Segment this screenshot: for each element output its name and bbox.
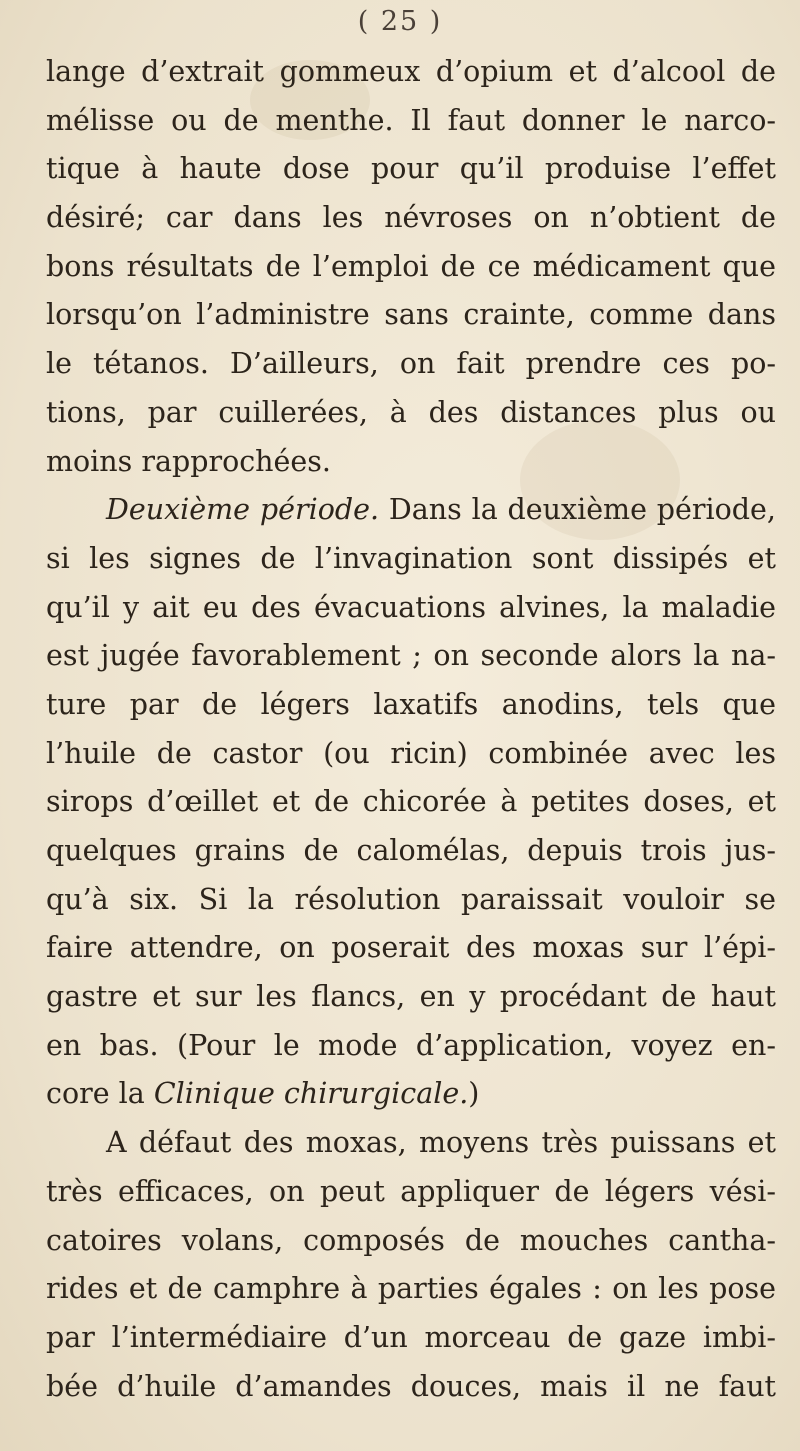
- text-line: gastre et sur les flancs, en y procédant de haut: [46, 980, 776, 1014]
- text-line: qu’il y ait eu des évacuations alvines, la maladie: [46, 590, 776, 624]
- text-line: faire attendre, on poserait des moxas sur l’épi-: [46, 931, 776, 965]
- text-line: bée d’huile d’amandes douces, mais il ne faut: [46, 1369, 776, 1403]
- text-line: [46, 1070, 776, 1119]
- text-line: A défaut des moxas, moyens très puissans et: [106, 1126, 776, 1160]
- text-line: en bas. (Pour le mode d’application, voyez en-: [46, 1028, 776, 1062]
- text-line: est jugée favorablement ; on seconde alors la na-: [46, 639, 776, 673]
- text-line: tique à haute dose pour qu’il produise l’effet: [46, 152, 776, 186]
- text-line: le tétanos. D’ailleurs, on fait prendre ces po-: [46, 347, 776, 381]
- text-line: rides et de camphre à parties égales : on les pose: [46, 1272, 776, 1306]
- text-line: très efficaces, on peut appliquer de légers vési-: [46, 1174, 776, 1208]
- text-line: [46, 486, 776, 535]
- text-line: lorsqu’on l’administre sans crainte, comme dans: [46, 298, 776, 332]
- text-line: l’huile de castor (ou ricin) combinée avec les: [46, 736, 776, 770]
- text-line: si les signes de l’invagination sont dissipés et: [46, 541, 776, 575]
- text-line: lange d’extrait gommeux d’opium et d’alcool de: [46, 55, 776, 88]
- page-number: ( 25 ): [357, 6, 443, 37]
- text-line: désiré; car dans les névroses on n’obtient de: [46, 201, 776, 235]
- text-line: moins rapprochées.: [46, 444, 331, 478]
- text-span: core la: [46, 1077, 154, 1111]
- text-line: tions, par cuillerées, à des distances plus ou: [46, 395, 776, 429]
- text-line: bons résultats de l’emploi de ce médicament que: [46, 249, 776, 283]
- text-line: quelques grains de calomélas, depuis trois jus-: [46, 834, 776, 867]
- text-line: par l’intermédiaire d’un morceau de gaze imbi-: [46, 1320, 776, 1354]
- body-text: [46, 48, 776, 1411]
- text-line: mélisse ou de menthe. Il faut donner le narco-: [46, 103, 776, 137]
- text-line: catoires volans, composés de mouches cantha-: [46, 1223, 776, 1257]
- section-heading: Deuxième période.: [106, 493, 380, 527]
- text-span: ): [468, 1077, 480, 1111]
- text-line: ture par de légers laxatifs anodins, tels que: [46, 687, 776, 721]
- text-span: Dans la deuxième période,: [379, 493, 776, 527]
- text-line: sirops d’œillet et de chicorée à petites doses, et: [46, 785, 776, 819]
- book-title: Clinique chirurgicale.: [153, 1077, 469, 1111]
- text-line: qu’à six. Si la résolution paraissait vouloir se: [46, 882, 776, 916]
